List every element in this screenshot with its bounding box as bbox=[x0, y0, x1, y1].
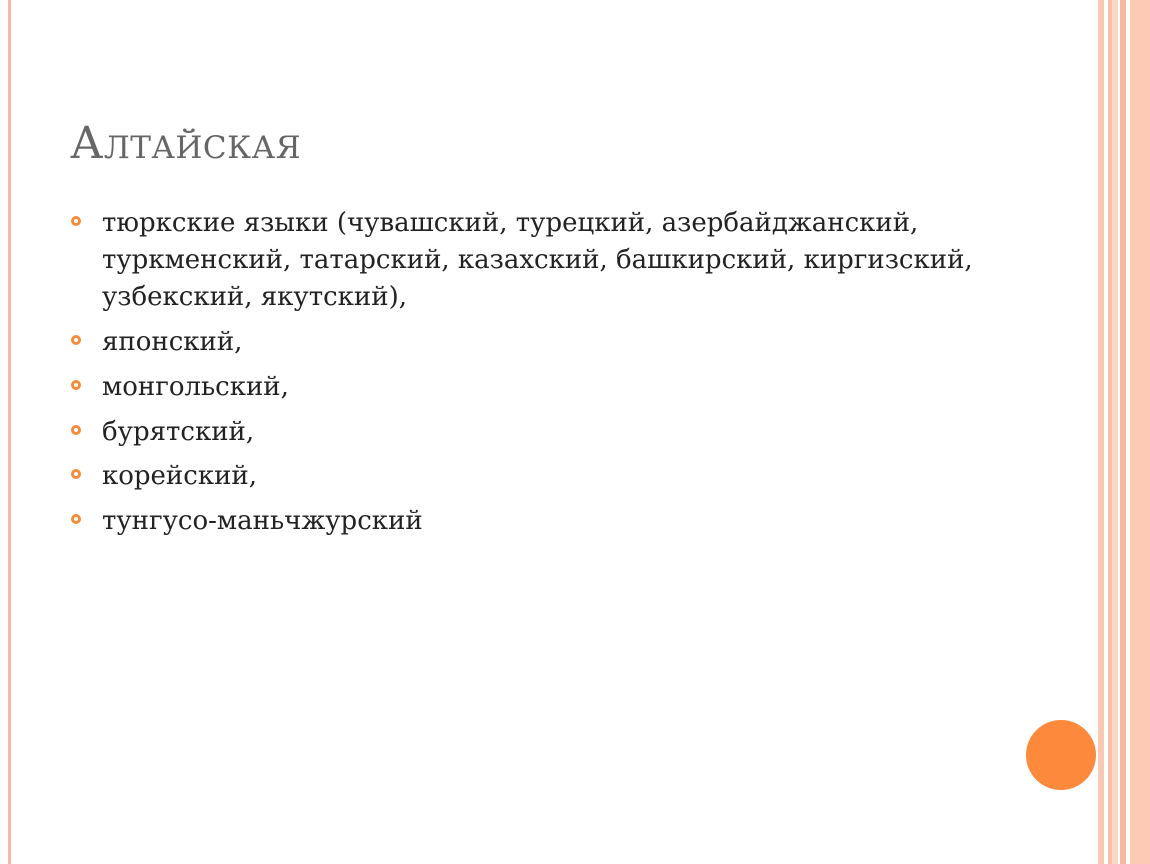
left-border-line bbox=[8, 0, 11, 864]
list-item bbox=[70, 414, 1030, 451]
list-item bbox=[70, 369, 1030, 406]
list-item-text: японский, bbox=[102, 326, 243, 357]
stripe bbox=[1112, 0, 1118, 864]
bullet-circle-icon bbox=[71, 380, 81, 390]
list-item-text: тюркские языки (чувашский, турецкий, азербайджанский, туркменский, татарский, казахский, башкирский, киргизский, узбекский, якутский), bbox=[102, 208, 973, 312]
list-item bbox=[70, 324, 1030, 361]
list-item-text: корейский, bbox=[102, 461, 257, 492]
bullet-list bbox=[70, 205, 1030, 548]
slide-title: Алтайская bbox=[70, 118, 302, 169]
list-item-text: бурятский, bbox=[102, 416, 255, 447]
list-item bbox=[70, 503, 1030, 540]
bullet-circle-icon bbox=[71, 425, 81, 435]
stripe bbox=[1098, 0, 1104, 864]
list-item-text: монгольский, bbox=[102, 371, 289, 402]
stripe bbox=[1120, 0, 1126, 864]
right-decorative-stripes bbox=[1098, 0, 1150, 864]
bullet-circle-icon bbox=[71, 335, 81, 345]
bullet-circle-icon bbox=[71, 469, 81, 479]
list-item bbox=[70, 458, 1030, 495]
bullet-circle-icon bbox=[71, 514, 81, 524]
list-item-text: тунгусо-маньчжурский bbox=[102, 506, 423, 537]
list-item bbox=[70, 205, 1030, 316]
stripe bbox=[1130, 0, 1150, 864]
orange-circle-decoration bbox=[1026, 720, 1096, 790]
bullet-circle-icon bbox=[71, 216, 81, 226]
